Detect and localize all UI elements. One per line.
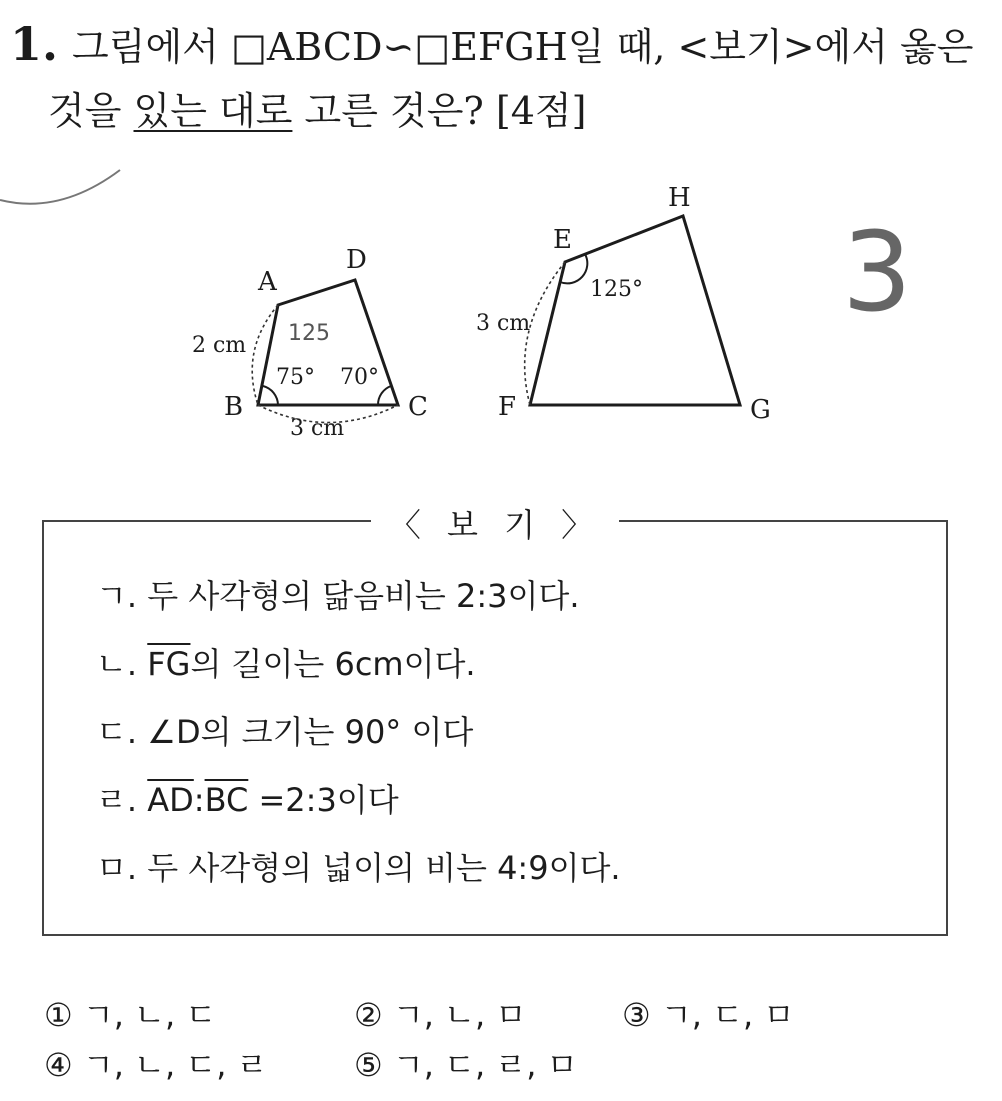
segment-ad: $\overline{AD}$: [147, 781, 194, 819]
side-ef-length: 3 cm: [476, 311, 531, 336]
bogi-item-text: ∠D의 크기는 90° 이다: [147, 713, 474, 751]
bogi-item-4: [96, 766, 936, 834]
bogi-items: [96, 562, 936, 902]
bogi-title: [44, 500, 946, 546]
pencil-stroke: [0, 170, 120, 204]
vertex-h-label: H: [668, 183, 691, 213]
choice-row-2: [44, 1040, 974, 1090]
bogi-item-5: [96, 834, 936, 902]
vertex-c-label: C: [408, 392, 428, 422]
figure-svg: [0, 150, 1002, 490]
bogi-item-prefix: ㄷ.: [96, 713, 148, 751]
vertex-a-label: A: [258, 267, 277, 297]
ratio-separator: :: [193, 781, 205, 819]
bogi-item-text: =2:3이다: [248, 781, 399, 819]
bogi-item-prefix: ㅁ.: [96, 849, 148, 887]
vertex-d-label: D: [346, 245, 367, 275]
bogi-item-text: 두 사각형의 넓이의 비는 4:9이다.: [147, 849, 621, 887]
choice-2[interactable]: ② ㄱ, ㄴ, ㅁ: [354, 996, 527, 1034]
side-ab-length: 2 cm: [192, 333, 247, 358]
bogi-item-prefix: ㄴ.: [96, 645, 148, 683]
vertex-g-label: G: [750, 395, 771, 425]
segment-bc: $\overline{BC}$: [204, 781, 249, 819]
handwritten-angle-note: 125: [288, 321, 330, 346]
question-underlined-text: 있는 대로: [133, 89, 293, 133]
bogi-item-prefix: ㄹ.: [96, 781, 148, 819]
bogi-item-text: 두 사각형의 닮음비는 2:3이다.: [147, 577, 580, 615]
question-text-2-start: 것을: [48, 89, 134, 133]
question-text-2-end: 고른 것은? [4점]: [292, 89, 587, 133]
handwritten-answer-mark: 3: [842, 208, 912, 336]
quadrilateral-figure: [0, 150, 1002, 490]
choice-3[interactable]: ③ ㄱ, ㄷ, ㅁ: [622, 996, 795, 1034]
bogi-item-prefix: ㄱ.: [96, 577, 148, 615]
bogi-box: [42, 506, 948, 936]
question-line-1: [10, 12, 995, 79]
bogi-item-3: [96, 698, 936, 766]
bogi-title-text: 〈 보 기 〉: [371, 506, 619, 544]
question-text-1: 그림에서 □ABCD∽□EFGH일 때, <보기>에서 옳은: [72, 25, 974, 69]
bogi-item-text: 의 길이는 6cm이다.: [190, 645, 476, 683]
side-bc-length: 3 cm: [290, 416, 345, 441]
angle-arc-c: [378, 386, 391, 405]
choice-row-1: [44, 990, 974, 1040]
angle-b-value: 75°: [276, 365, 315, 390]
choice-4[interactable]: ④ ㄱ, ㄴ, ㄷ, ㄹ: [44, 1046, 268, 1084]
question-line-2: [10, 79, 995, 143]
bogi-item-2: [96, 630, 936, 698]
segment-fg: $\overline{FG}$: [147, 645, 191, 683]
angle-e-value: 125°: [590, 277, 643, 302]
bogi-item-1: [96, 562, 936, 630]
vertex-b-label: B: [224, 392, 244, 422]
vertex-e-label: E: [553, 225, 572, 255]
angle-c-value: 70°: [340, 365, 379, 390]
question: [10, 12, 995, 143]
vertex-f-label: F: [498, 392, 517, 422]
choice-1[interactable]: ① ㄱ, ㄴ, ㄷ: [44, 996, 217, 1034]
choice-5[interactable]: ⑤ ㄱ, ㄷ, ㄹ, ㅁ: [354, 1046, 578, 1084]
answer-choices: [44, 990, 974, 1090]
question-number: 1.: [10, 17, 59, 71]
